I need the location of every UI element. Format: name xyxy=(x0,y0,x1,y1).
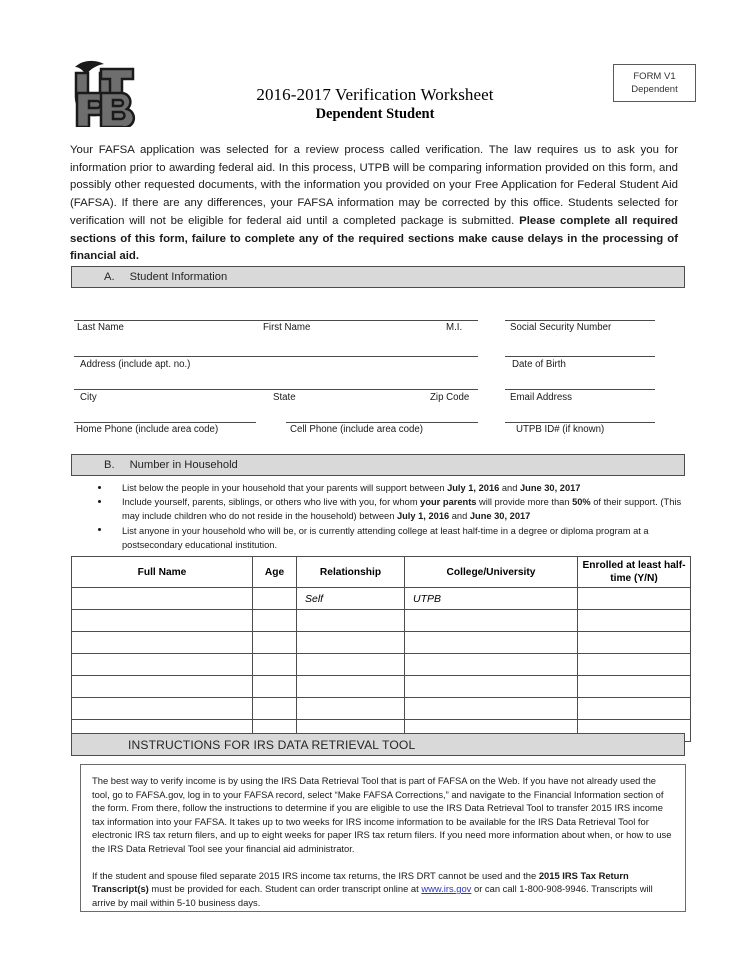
utpb-logo xyxy=(68,55,140,127)
field-rule-home-phone[interactable] xyxy=(74,422,256,423)
bullet-text: List below the people in your household that your parents will support between July 1, 2016 and June 30, 2017 xyxy=(122,483,581,493)
intro-paragraph xyxy=(70,142,678,266)
label-city: City xyxy=(80,392,97,403)
cell-full-name[interactable] xyxy=(72,654,253,676)
label-social-security-number: Social Security Number xyxy=(510,322,612,333)
table-row xyxy=(72,632,691,654)
cell-college[interactable] xyxy=(405,654,578,676)
intro-bold-tail: Please complete all required sections of this form, failure to complete any of the required sections make cause delays in the processing of financial aid. xyxy=(70,214,678,263)
cell-relationship[interactable] xyxy=(297,632,405,654)
cell-full-name[interactable] xyxy=(72,698,253,720)
label-first-name: First Name xyxy=(263,322,311,333)
table-row xyxy=(72,676,691,698)
cell-enrolled[interactable] xyxy=(578,676,691,698)
field-rule-name[interactable] xyxy=(74,320,478,321)
document-header xyxy=(0,0,749,132)
column-header-age: Age xyxy=(253,557,297,588)
form-type-box xyxy=(613,64,696,102)
label-cell-phone: Cell Phone (include area code) xyxy=(290,424,424,435)
label-state: State xyxy=(273,392,296,403)
cell-enrolled[interactable] xyxy=(578,698,691,720)
list-item xyxy=(92,495,682,523)
bullet-dot-icon xyxy=(98,528,101,531)
field-rule-address[interactable] xyxy=(74,356,478,357)
cell-enrolled[interactable] xyxy=(578,588,691,610)
field-rule-email[interactable] xyxy=(505,389,655,390)
label-address: Address (include apt. no.) xyxy=(80,359,191,370)
field-rule-utpb-id[interactable] xyxy=(505,422,655,423)
irs-gov-link[interactable]: www.irs.gov xyxy=(421,883,472,895)
household-table xyxy=(71,556,691,742)
label-date-of-birth: Date of Birth xyxy=(512,359,566,370)
table-row xyxy=(72,588,691,610)
section-a-title: Student Information xyxy=(129,271,228,283)
cell-relationship[interactable] xyxy=(297,610,405,632)
label-home-phone: Home Phone (include area code) xyxy=(76,424,219,435)
irs-paragraph-1: The best way to verify income is by using the IRS Data Retrieval Tool that is part of FAFSA on the Web. If you have not already used the tool, go to FAFSA.gov, log in to your FAFSA record, select “Make FAFSA Corrections,” and navigate to the Financial Information section of the form. From there, follow the instructions to determine if you are eligible to use the IRS Data Retrieval Tool to transfer 2015 IRS income tax information into your FAFSA. It takes up to two weeks for IRS income information to be available for the IRS Data Retrieval Tool for electronic IRS tax return filers, and up to eight weeks for paper IRS tax return filers. If you need more information about when, or how to use the IRS Data Retrieval Tool see your financial aid administrator. xyxy=(92,775,672,854)
cell-age[interactable] xyxy=(253,588,297,610)
irs-section-header xyxy=(71,733,685,756)
household-instructions xyxy=(92,481,682,552)
cell-relationship[interactable] xyxy=(297,698,405,720)
cell-college[interactable] xyxy=(405,698,578,720)
cell-college[interactable]: UTPB xyxy=(405,588,578,610)
bullet-text: Include yourself, parents, siblings, or others who live with you, for whom your parents will provide more than 50% of their support. (This may include children who do not reside in the household) between July 1, 2016 and June 30, 2017 xyxy=(122,497,682,522)
cell-age[interactable] xyxy=(253,610,297,632)
cell-age[interactable] xyxy=(253,654,297,676)
cell-college[interactable] xyxy=(405,632,578,654)
page-title: 2016-2017 Verification Worksheet xyxy=(256,85,494,104)
cell-full-name[interactable] xyxy=(72,632,253,654)
cell-enrolled[interactable] xyxy=(578,632,691,654)
irs-p2-bold: 2015 IRS Tax Return Transcript(s) xyxy=(92,869,629,895)
irs-p2-mid: must be provided for each. Student can order transcript online at xyxy=(148,883,422,895)
column-header-enrolled: Enrolled at least half-time (Y/N) xyxy=(578,557,691,588)
field-rule-ssn[interactable] xyxy=(505,320,655,321)
label-zip-code: Zip Code xyxy=(430,392,470,403)
form-dependency: Dependent xyxy=(631,84,678,95)
cell-age[interactable] xyxy=(253,698,297,720)
section-b-letter: B. xyxy=(104,459,115,471)
column-header-relationship: Relationship xyxy=(297,557,405,588)
field-rule-cell-phone[interactable] xyxy=(286,422,478,423)
list-item xyxy=(92,481,682,495)
irs-p2-post: or can call 1-800-908-9946. Transcripts will arrive by mail within 5-10 business days. xyxy=(92,883,653,908)
irs-instructions-box xyxy=(80,764,686,912)
label-email-address: Email Address xyxy=(510,392,572,403)
irs-section-title: INSTRUCTIONS FOR IRS DATA RETRIEVAL TOOL xyxy=(128,737,416,752)
section-b-header xyxy=(71,454,685,476)
bullet-dot-icon xyxy=(98,500,101,503)
cell-college[interactable] xyxy=(405,676,578,698)
section-a-letter: A. xyxy=(104,271,115,283)
utpb-logo-svg xyxy=(68,55,140,127)
section-a-header xyxy=(71,266,685,288)
list-item xyxy=(92,524,682,552)
cell-full-name[interactable] xyxy=(72,676,253,698)
page-subtitle: Dependent Student xyxy=(315,106,435,122)
cell-enrolled[interactable] xyxy=(578,654,691,676)
table-row xyxy=(72,654,691,676)
cell-age[interactable] xyxy=(253,676,297,698)
form-code: FORM V1 xyxy=(633,71,676,82)
cell-enrolled[interactable] xyxy=(578,610,691,632)
field-rule-city-state-zip[interactable] xyxy=(74,389,478,390)
label-last-name: Last Name xyxy=(77,322,124,333)
cell-relationship[interactable]: Self xyxy=(297,588,405,610)
irs-p2-pre: If the student and spouse filed separate 2015 IRS income tax returns, the IRS DRT cannot be used and the xyxy=(92,869,539,881)
table-row xyxy=(72,610,691,632)
label-middle-initial: M.I. xyxy=(446,322,463,333)
irs-paragraph-2 xyxy=(92,869,674,910)
cell-relationship[interactable] xyxy=(297,676,405,698)
table-header-row xyxy=(72,557,691,588)
cell-relationship[interactable] xyxy=(297,654,405,676)
cell-full-name[interactable] xyxy=(72,588,253,610)
label-utpb-id: UTPB ID# (if known) xyxy=(516,424,605,435)
field-rule-date-of-birth[interactable] xyxy=(505,356,655,357)
column-header-full-name: Full Name xyxy=(72,557,253,588)
cell-age[interactable] xyxy=(253,632,297,654)
title-block xyxy=(180,84,570,123)
column-header-college: College/University xyxy=(405,557,578,588)
section-b-title: Number in Household xyxy=(129,459,238,471)
cell-full-name[interactable] xyxy=(72,610,253,632)
household-table-body xyxy=(72,588,691,742)
household-bullet-list xyxy=(92,481,682,552)
household-table-head xyxy=(72,557,691,588)
bullet-text: List anyone in your household who will be, or is currently attending college at least half-time in a degree or diploma program at a postsecondary educational institution. xyxy=(122,525,649,550)
intro-body: Your FAFSA application was selected for a review process called verification. The law requires us to ask you for information prior to awarding federal aid. In this process, UTPB will be comparing information provided on this form, and possibly other requested documents, with the information you provided on your Free Application for Federal Student Aid (FAFSA). If there are any differences, your FAFSA information may be corrected by this office. Students selected for verification will not be eligible for federal aid until a completed package is submitted. xyxy=(70,144,678,227)
cell-college[interactable] xyxy=(405,610,578,632)
bullet-dot-icon xyxy=(98,486,101,489)
table-row xyxy=(72,698,691,720)
